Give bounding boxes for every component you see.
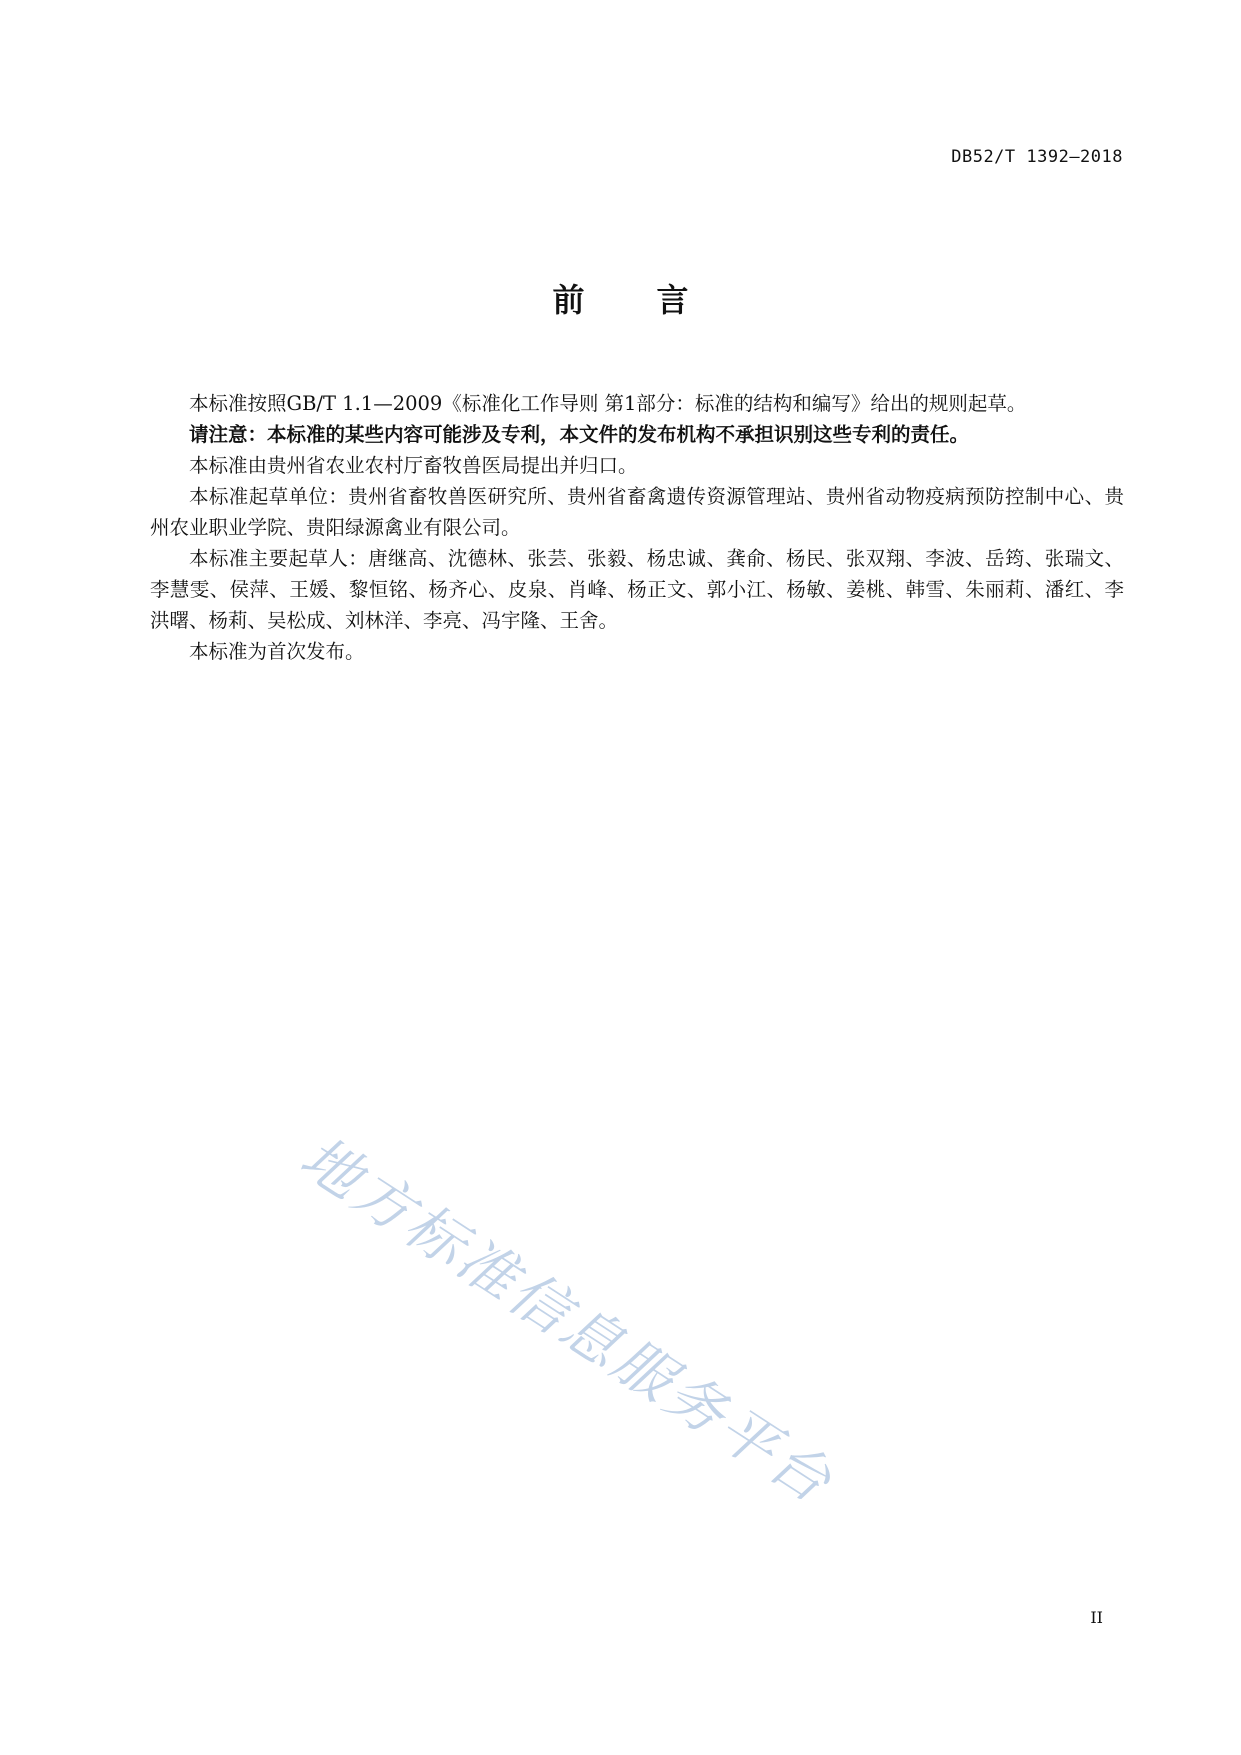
document-code: DB52/T 1392—2018: [951, 147, 1123, 167]
paragraph-drafters: 本标准主要起草人：唐继高、沈德林、张芸、张毅、杨忠诚、龚俞、杨民、张双翔、李波、岳筠、张瑞文、李慧雯、侯萍、王媛、黎恒铭、杨齐心、皮泉、肖峰、杨正文、郭小江、杨敏、姜桃、韩雪、朱丽莉、潘红、李洪曙、杨莉、吴松成、刘林洋、李亮、冯宇隆、王舍。: [150, 547, 1124, 632]
page-number: II: [1090, 1608, 1103, 1627]
page-title: [0, 275, 1241, 321]
title-char-2: 言: [656, 281, 689, 319]
title-char-1: 前: [552, 281, 585, 319]
paragraph-patent-notice: 请注意：本标准的某些内容可能涉及专利，本文件的发布机构不承担识别这些专利的责任。: [189, 423, 970, 446]
paragraph-drafting-rules: 本标准按照GB/T 1.1—2009《标准化工作导则 第1部分：标准的结构和编写》给出的规则起草。: [189, 392, 1027, 415]
paragraph-first-release: 本标准为首次发布。: [189, 640, 365, 663]
paragraph-proposer: 本标准由贵州省农业农村厅畜牧兽医局提出并归口。: [189, 454, 638, 477]
foreword-body: [150, 388, 1124, 667]
watermark: 地方标准信息服务平台: [288, 1122, 846, 1518]
paragraph-drafting-units: 本标准起草单位：贵州省畜牧兽医研究所、贵州省畜禽遗传资源管理站、贵州省动物疫病预防控制中心、贵州农业职业学院、贵阳绿源禽业有限公司。: [150, 485, 1124, 539]
